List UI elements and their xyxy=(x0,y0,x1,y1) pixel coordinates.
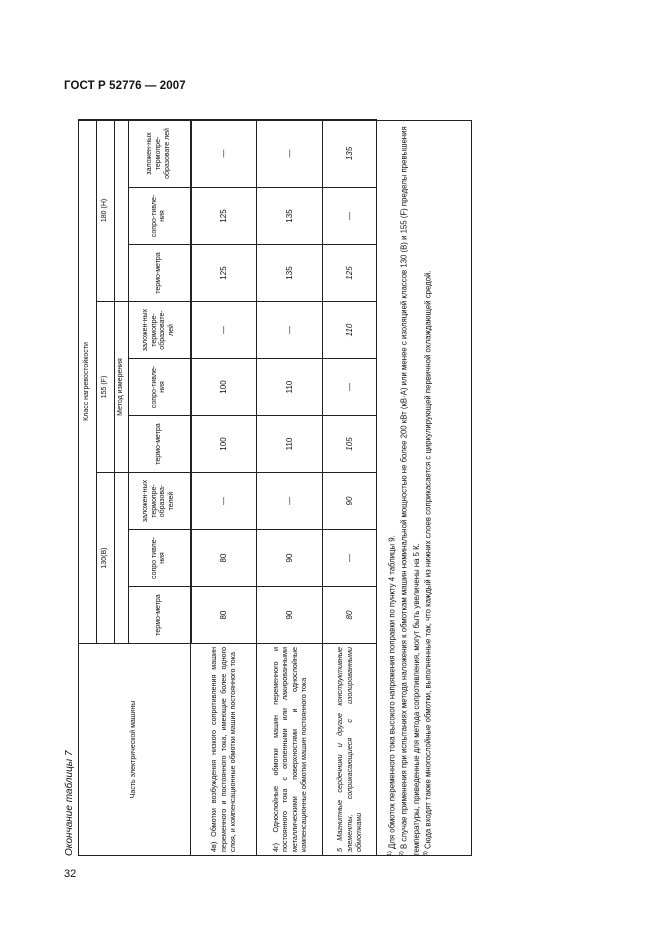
row-part-label: 5 Магнитные сердечники и другие конструктивные элементы, соприкасающиеся с изолированными обмотками xyxy=(323,644,377,856)
row-part-label: 4в) Обмотки возбуждения низкого сопротивления машин переменного и постоянного тока, имеющие более одного слоя, и компенсационные обмотки машин постоянного тока xyxy=(191,644,257,856)
method-thermometer: термо-метра xyxy=(129,587,191,644)
table-cell: — xyxy=(323,188,377,245)
table-cell: 110 xyxy=(257,416,323,473)
method-header: Метод измерения xyxy=(115,302,129,473)
table-cell: 90 xyxy=(257,587,323,644)
table-cell: 125 xyxy=(191,245,257,302)
table-cell: 125 xyxy=(191,188,257,245)
col-header-part: Часть электрической машины xyxy=(79,644,191,856)
class-130-header: 130(В) xyxy=(97,473,115,644)
class-180-header: 180 (Н) xyxy=(97,119,115,301)
table-cell: 100 xyxy=(191,359,257,416)
table-cell: 100 xyxy=(191,416,257,473)
method-embedded: заложен-ных термопре-образова-телей xyxy=(129,473,191,530)
table-cell: 135 xyxy=(257,245,323,302)
table-cell: 80 xyxy=(191,530,257,587)
table-cell: — xyxy=(323,530,377,587)
page-number: 32 xyxy=(64,868,77,880)
table-cell: 110 xyxy=(323,302,377,359)
heating-class-table xyxy=(78,119,377,856)
table-cell: 135 xyxy=(257,188,323,245)
table-cell: — xyxy=(191,473,257,530)
footnote: $^{2)}$ В случае применения при испытаниях метода наложения к обмоткам машин номинальной мощностью не более 200 кВт (кВ·А) или менее с изоляцией классов 130 (В) и 155 (F) пределы превышения температуры, приведенные для метода сопротивления, могут быть увеличены на 5 К. xyxy=(399,126,421,856)
method-resistance: сопро-тивле-ния xyxy=(129,188,191,245)
table-caption: Окончание таблицы 7 xyxy=(64,750,75,856)
table-cell: — xyxy=(191,119,257,187)
table-cell: 105 xyxy=(323,416,377,473)
table-cell: 110 xyxy=(257,359,323,416)
table-cell: — xyxy=(257,119,323,187)
table-cell: — xyxy=(257,473,323,530)
method-resistance: сопро тивле-ния xyxy=(129,530,191,587)
table-cell: 125 xyxy=(323,245,377,302)
table-cell: 80 xyxy=(191,587,257,644)
method-embedded: заложен-ных термопре-образовате лей xyxy=(129,119,191,187)
method-embedded: заложен-ных термопре-образовате-лей xyxy=(129,302,191,359)
col-header-class: Класс нагревостойкости xyxy=(79,119,97,643)
method-resistance: сопро-тивле-ния xyxy=(129,359,191,416)
method-thermometer: термо-метра xyxy=(129,416,191,473)
table-cell: 135 xyxy=(323,119,377,187)
table-cell: — xyxy=(257,302,323,359)
table-row xyxy=(323,119,377,855)
table-cell: 90 xyxy=(323,473,377,530)
table-cell: 80 xyxy=(323,587,377,644)
table-row xyxy=(191,119,257,855)
table-cell: 90 xyxy=(257,530,323,587)
table-cell: — xyxy=(323,359,377,416)
class-155-header: 155 (F) xyxy=(97,302,115,473)
row-part-label: 4г) Однослойные обмотки машин переменного и постоянного тока с оголенными или лакированными металлическими поверхностями и однослойные компенсационные обмотки машин постоянного тока xyxy=(257,644,323,856)
table-footnotes xyxy=(386,120,435,856)
footnote: $^{3)}$ Сюда входят также многослойные обмотки, выполненные так, что каждый из нижних слоев соприкасается с циркулирующей первичной охлаждающей средой. xyxy=(423,270,433,856)
footnote: $^{1)}$ Для обмоток переменного тока высокого напряжения поправки по пункту 4 таблицы 9. xyxy=(387,535,397,856)
rotated-table-page xyxy=(64,120,476,856)
page-header: ГОСТ Р 52776 — 2007 xyxy=(64,80,186,92)
method-thermometer: термо-метра xyxy=(129,245,191,302)
table-cell: — xyxy=(191,302,257,359)
table-row xyxy=(257,119,323,855)
